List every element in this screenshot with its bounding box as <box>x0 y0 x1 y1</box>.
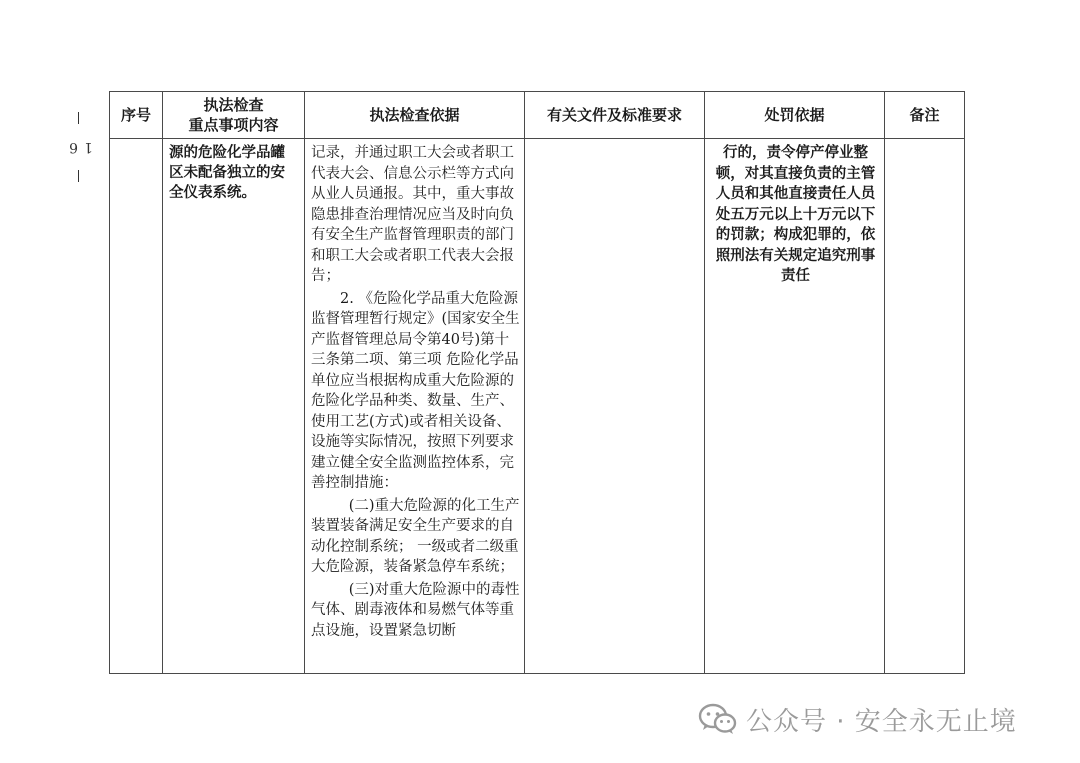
cell-basis <box>305 139 525 674</box>
page-number-dash-bottom <box>78 170 79 182</box>
basis-paragraph-1: 记录，并通过职工大会或者职工代表大会、信息公示栏等方式向从业人员通报。其中，重大事故隐患排查治理情况应当及时向负有安全生产监督管理职责的部门和职工大会或者职工代表大会报告； <box>311 145 514 284</box>
cell-standards <box>525 139 705 674</box>
table-header-row <box>110 92 965 139</box>
watermark-text: 公众号 · 安全永无止境 <box>746 706 1017 737</box>
page-number <box>63 110 93 184</box>
penalty-text: 行的，责令停产停业整顿，对其直接负责的主管人员和其他直接责任人员处五万元以上十万元以下的罚款；构成犯罪的，依照刑法有关规定追究刑事责任 <box>715 144 876 284</box>
header-seq: 序号 <box>110 92 163 139</box>
basis-paragraph-4: (三)对重大危险源中的毒性气体、剧毒液体和易燃气体等重点设施，设置紧急切断 <box>311 581 520 639</box>
page-number-text: 16 <box>63 138 93 155</box>
basis-paragraph-3: (二)重大危险源的化工生产装置装备满足安全生产要求的自动化控制系统； 一级或者二级重大危险源，装备紧急停车系统； <box>311 497 520 575</box>
cell-penalty <box>705 139 885 674</box>
wechat-icon <box>698 702 738 736</box>
cell-remark <box>885 139 965 674</box>
item-text: 源的危险化学品罐区未配备独立的安全仪表系统。 <box>169 144 285 201</box>
header-item: 执法检查 重点事项内容 <box>163 92 305 139</box>
table-row <box>110 139 965 674</box>
basis-paragraph-2: 2. 《危险化学品重大危险源监督管理暂行规定》(国家安全生产监督管理总局令第40号)第十三条第二项、第三项 危险化学品单位应当根据构成重大危险源的危险化学品种类、数量、生产、使用工艺(方式)或者相关设备、设施等实际情况，按照下列要求建立健全安全监测监控体系，完善控制措施： <box>311 290 520 491</box>
header-standards: 有关文件及标准要求 <box>525 92 705 139</box>
cell-seq <box>110 139 163 674</box>
header-remark: 备注 <box>885 92 965 139</box>
page-number-dash-top <box>78 112 79 124</box>
header-penalty: 处罚依据 <box>705 92 885 139</box>
watermark <box>698 702 1017 736</box>
cell-item <box>163 139 305 674</box>
inspection-table <box>109 91 965 674</box>
header-basis: 执法检查依据 <box>305 92 525 139</box>
